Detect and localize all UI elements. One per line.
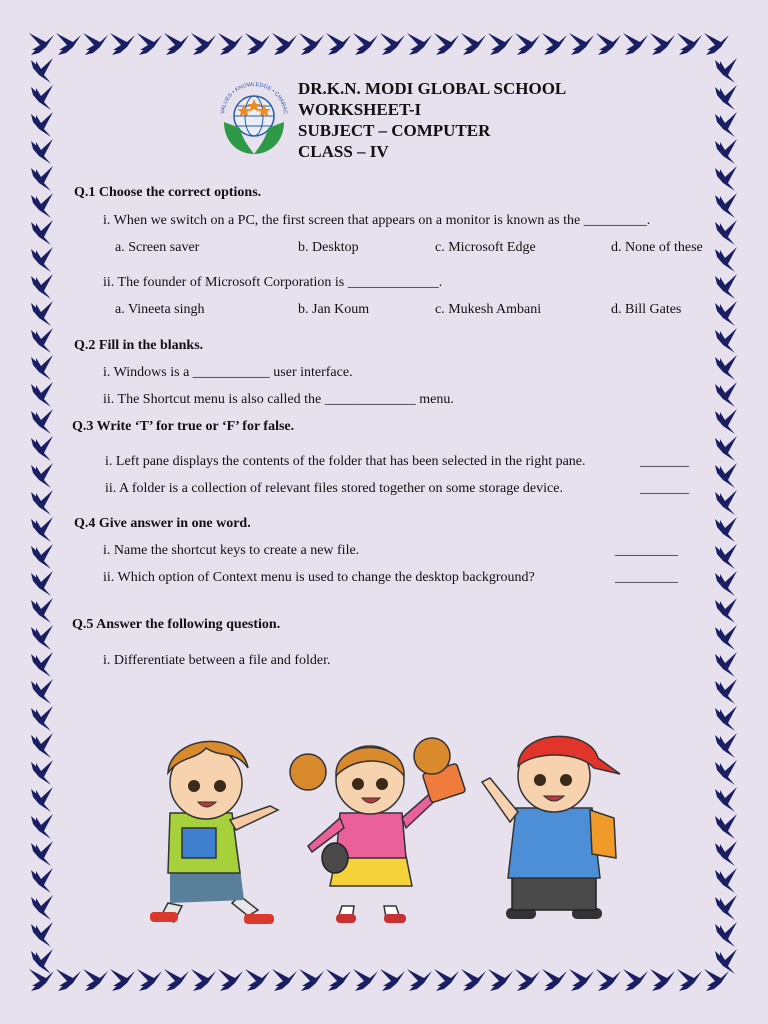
border-bird bbox=[715, 463, 737, 488]
border-bird bbox=[83, 33, 108, 55]
logo-arc-text: VALUES • KNOWLEDGE • CHARAC bbox=[220, 82, 288, 115]
border-bird bbox=[715, 139, 737, 164]
border-bird bbox=[650, 969, 675, 991]
border-bird bbox=[110, 33, 135, 55]
border-bird bbox=[407, 33, 432, 55]
border-bird bbox=[715, 247, 737, 272]
border-bird bbox=[272, 33, 297, 55]
q5-item-1: i. Differentiate between a file and folder. bbox=[103, 653, 331, 668]
border-bird bbox=[715, 841, 737, 866]
border-bird bbox=[380, 33, 405, 55]
border-bird bbox=[31, 733, 53, 758]
border-bird bbox=[137, 33, 162, 55]
border-bird bbox=[715, 895, 737, 920]
border-bird bbox=[715, 625, 737, 650]
border-bird bbox=[326, 33, 351, 55]
border-bird bbox=[31, 841, 53, 866]
border-bird bbox=[715, 517, 737, 542]
border-bird bbox=[715, 166, 737, 191]
border-bird bbox=[31, 463, 53, 488]
border-bird bbox=[299, 969, 324, 991]
q5-heading: Q.5 Answer the following question. bbox=[72, 617, 281, 632]
border-bird bbox=[488, 33, 513, 55]
border-bird bbox=[31, 544, 53, 569]
border-bird bbox=[715, 922, 737, 947]
border-bird bbox=[434, 33, 459, 55]
border-bird bbox=[715, 58, 737, 83]
q4-item-2-blank: _________ bbox=[615, 570, 678, 585]
border-bird bbox=[56, 969, 81, 991]
q4-item-2: ii. Which option of Context menu is used to change the desktop background? bbox=[103, 570, 535, 585]
border-bird bbox=[353, 33, 378, 55]
border-bird bbox=[191, 969, 216, 991]
border-bird bbox=[245, 969, 270, 991]
border-bird bbox=[715, 679, 737, 704]
border-bird bbox=[434, 969, 459, 991]
border-bird bbox=[326, 969, 351, 991]
border-bird bbox=[715, 868, 737, 893]
border-bird bbox=[715, 112, 737, 137]
border-bird bbox=[299, 33, 324, 55]
border-bird bbox=[569, 33, 594, 55]
border-bird bbox=[31, 274, 53, 299]
border-bird bbox=[596, 969, 621, 991]
border-bird bbox=[704, 969, 729, 991]
q3-heading: Q.3 Write ‘T’ for true or ‘F’ for false. bbox=[72, 419, 295, 434]
border-bird bbox=[31, 301, 53, 326]
border-bird bbox=[31, 85, 53, 110]
border-bird bbox=[715, 85, 737, 110]
border-bird bbox=[715, 436, 737, 461]
border-bird bbox=[31, 328, 53, 353]
border-bird bbox=[31, 679, 53, 704]
border-bird bbox=[31, 760, 53, 785]
school-logo bbox=[218, 82, 290, 158]
border-bird bbox=[515, 33, 540, 55]
border-bird bbox=[29, 969, 54, 991]
border-bird bbox=[515, 969, 540, 991]
border-bird bbox=[715, 706, 737, 731]
border-bird bbox=[83, 969, 108, 991]
q1-2-option-b: b. Jan Koum bbox=[298, 302, 370, 317]
border-bird bbox=[715, 220, 737, 245]
border-bird bbox=[715, 652, 737, 677]
border-bird bbox=[715, 571, 737, 596]
school-name: DR.K.N. MODI GLOBAL SCHOOL bbox=[298, 79, 567, 98]
border-bird bbox=[715, 490, 737, 515]
border-bird bbox=[569, 969, 594, 991]
border-bird bbox=[715, 274, 737, 299]
border-bird bbox=[715, 598, 737, 623]
border-bird bbox=[31, 895, 53, 920]
border-bird bbox=[715, 193, 737, 218]
q1-1-option-b: b. Desktop bbox=[298, 240, 359, 255]
border-bird bbox=[29, 33, 54, 55]
q1-heading: Q.1 Choose the correct options. bbox=[74, 185, 262, 200]
border-bird bbox=[31, 787, 53, 812]
q3-item-1: i. Left pane displays the contents of the folder that has been selected in the right pane. bbox=[105, 454, 586, 469]
q4-item-1: i. Name the shortcut keys to create a new file. bbox=[103, 543, 360, 558]
border-bird bbox=[542, 33, 567, 55]
border-bird bbox=[218, 969, 243, 991]
boy-with-cap bbox=[482, 736, 620, 919]
children-illustration bbox=[140, 728, 630, 933]
border-bird bbox=[596, 33, 621, 55]
boy-with-book bbox=[150, 741, 278, 924]
border-bird bbox=[31, 139, 53, 164]
border-bird bbox=[677, 969, 702, 991]
q1-1-option-a: a. Screen saver bbox=[115, 240, 200, 255]
border-bird bbox=[353, 969, 378, 991]
border-bird bbox=[31, 382, 53, 407]
border-bird bbox=[715, 301, 737, 326]
q1-1-option-d: d. None of these bbox=[611, 240, 703, 255]
border-bird bbox=[407, 969, 432, 991]
q3-item-1-blank: _______ bbox=[640, 454, 689, 469]
border-bird bbox=[623, 33, 648, 55]
border-bird bbox=[623, 969, 648, 991]
border-bird bbox=[461, 33, 486, 55]
q4-heading: Q.4 Give answer in one word. bbox=[74, 516, 251, 531]
border-bird bbox=[715, 733, 737, 758]
border-bird bbox=[31, 193, 53, 218]
border-bird bbox=[31, 949, 53, 974]
worksheet-title: WORKSHEET-I bbox=[298, 100, 422, 119]
border-bird bbox=[715, 814, 737, 839]
border-bird bbox=[31, 625, 53, 650]
border-bird bbox=[715, 949, 737, 974]
border-bird bbox=[218, 33, 243, 55]
q1-1-option-c: c. Microsoft Edge bbox=[435, 240, 536, 255]
border-bird bbox=[31, 598, 53, 623]
border-bird bbox=[31, 220, 53, 245]
border-bird bbox=[715, 544, 737, 569]
border-bird bbox=[31, 409, 53, 434]
q2-item-1: i. Windows is a ___________ user interface. bbox=[103, 365, 353, 380]
q1-item-1: i. When we switch on a PC, the first screen that appears on a monitor is known as the _________. bbox=[103, 213, 651, 228]
q2-item-2: ii. The Shortcut menu is also called the _____________ menu. bbox=[103, 392, 454, 407]
border-bird bbox=[31, 706, 53, 731]
q1-2-option-c: c. Mukesh Ambani bbox=[435, 302, 542, 317]
border-bird bbox=[137, 969, 162, 991]
q2-heading: Q.2 Fill in the blanks. bbox=[74, 338, 204, 353]
border-bird bbox=[245, 33, 270, 55]
border-bird bbox=[31, 652, 53, 677]
border-bird bbox=[31, 58, 53, 83]
border-bird bbox=[31, 868, 53, 893]
q1-2-option-a: a. Vineeta singh bbox=[115, 302, 205, 317]
border-bird bbox=[542, 969, 567, 991]
class-line: CLASS – IV bbox=[298, 142, 389, 161]
border-bird bbox=[31, 517, 53, 542]
border-bird bbox=[461, 969, 486, 991]
border-bird bbox=[488, 969, 513, 991]
border-bird bbox=[715, 328, 737, 353]
border-bird bbox=[31, 166, 53, 191]
border-bird bbox=[31, 571, 53, 596]
q1-item-2: ii. The founder of Microsoft Corporation is _____________. bbox=[103, 275, 443, 290]
border-bird bbox=[31, 355, 53, 380]
border-bird bbox=[31, 922, 53, 947]
border-bird bbox=[31, 490, 53, 515]
border-bird bbox=[56, 33, 81, 55]
q3-item-2: ii. A folder is a collection of relevant files stored together on some storage device. bbox=[105, 481, 563, 496]
subject-line: SUBJECT – COMPUTER bbox=[298, 121, 491, 140]
border-bird bbox=[715, 787, 737, 812]
girl-with-bag bbox=[290, 738, 466, 923]
border-bird bbox=[31, 814, 53, 839]
border-bird bbox=[272, 969, 297, 991]
border-bird bbox=[715, 409, 737, 434]
border-bird bbox=[31, 436, 53, 461]
q3-item-2-blank: _______ bbox=[640, 481, 689, 496]
border-bird bbox=[380, 969, 405, 991]
border-bird bbox=[191, 33, 216, 55]
q4-item-1-blank: _________ bbox=[615, 543, 678, 558]
border-bird bbox=[677, 33, 702, 55]
border-bird bbox=[715, 760, 737, 785]
border-bird bbox=[164, 969, 189, 991]
q1-2-option-d: d. Bill Gates bbox=[611, 302, 682, 317]
border-bird bbox=[650, 33, 675, 55]
border-bird bbox=[31, 112, 53, 137]
border-bird bbox=[31, 247, 53, 272]
border-bird bbox=[704, 33, 729, 55]
border-bird bbox=[715, 355, 737, 380]
border-bird bbox=[715, 382, 737, 407]
border-bird bbox=[110, 969, 135, 991]
border-bird bbox=[164, 33, 189, 55]
